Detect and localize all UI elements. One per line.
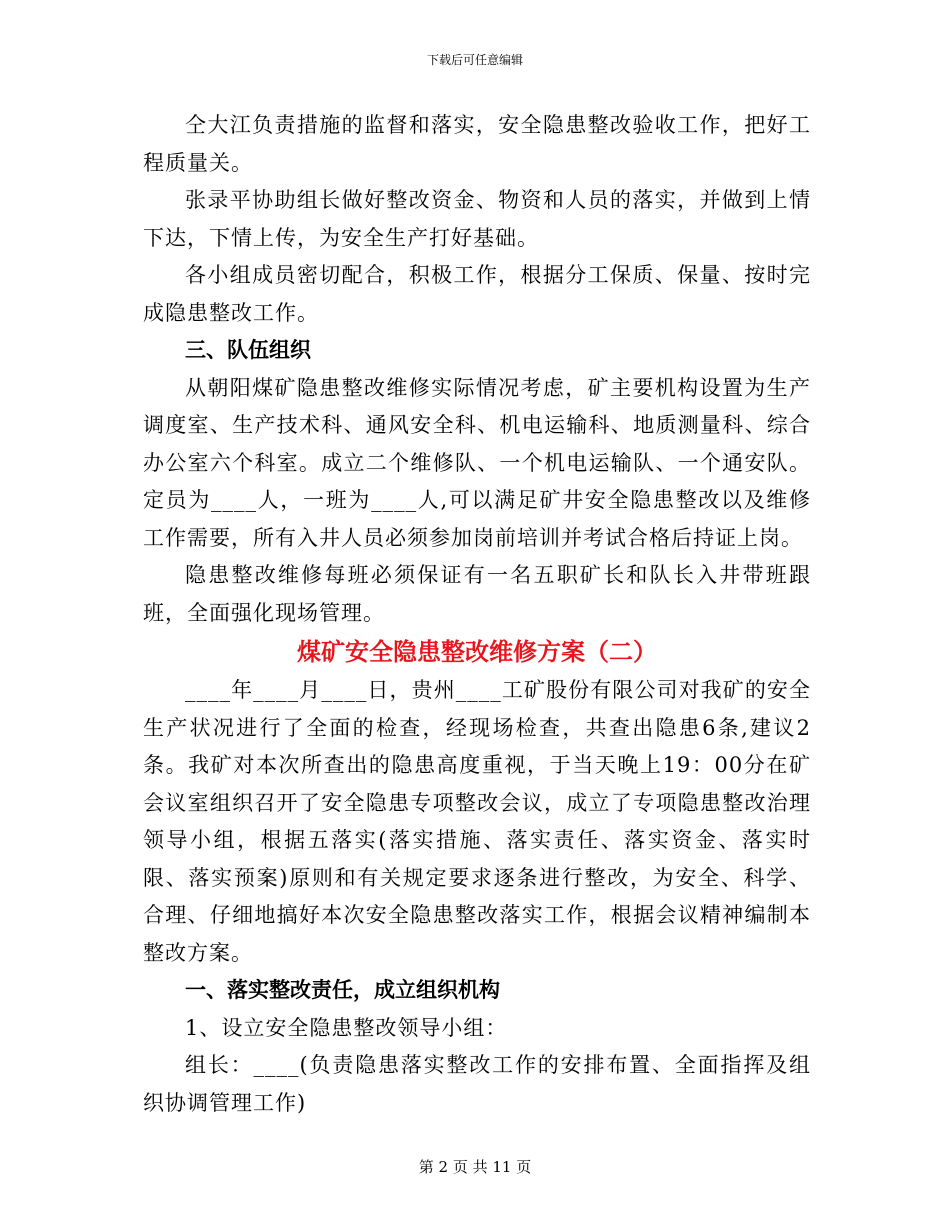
paragraph-supervision: 仝大江负责措施的监督和落实，安全隐患整改验收工作，把好工程质量关。: [143, 113, 811, 175]
paragraph-inspection-summary: ____年____月____日，贵州____工矿股份有限公司对我矿的安全生产状况进行了全面的检查，经现场检查，共查出隐患6条,建议2条。我矿对本次所查出的隐患高度重视，于当天晚上19：00分在矿会议室组织召开了安全隐患专项整改会议，成立了专项隐患整改治理领导小组，根据五落实(落实措施、落实责任、落实资金、落实时限、落实预案)原则和有关规定要求逐条进行整改，为安全、科学、合理、仔细地搞好本次安全隐患整改落实工作，根据会议精神编制本整改方案。: [143, 678, 811, 965]
paragraph-leading-group: 1、设立安全隐患整改领导小组：: [185, 1015, 508, 1040]
paragraph-organization-setup: 从朝阳煤矿隐患整改维修实际情况考虑，矿主要机构设置为生产调度室、生产技术科、通风安全科、机电运输科、地质测量科、综合办公室六个科室。成立二个维修队、一个机电运输队、一个通安队。定员为____人，一班为____人,可以满足矿井安全隐患整改以及维修工作需要，所有入井人员必须参加岗前培训并考试合格后持证上岗。: [143, 375, 811, 550]
paragraph-team-cooperation: 各小组成员密切配合，积极工作，根据分工保质、保量、按时完成隐患整改工作。: [143, 263, 811, 325]
section-heading-responsibility: 一、落实整改责任，成立组织机构: [185, 978, 500, 1002]
section-heading-team-organization: 三、队伍组织: [185, 338, 311, 362]
paragraph-group-leader: 组长：____(负责隐患落实整改工作的安排布置、全面指挥及组织协调管理工作): [143, 1053, 811, 1115]
document-body: [143, 107, 811, 1122]
paragraph-shift-leadership: 隐患整改维修每班必须保证有一名五职矿长和队长入井带班跟班，全面强化现场管理。: [143, 563, 811, 625]
page-footer: 第 2 页 共 11 页: [418, 1158, 532, 1176]
paragraph-assist-leader: 张录平协助组长做好整改资金、物资和人员的落实，并做到上情下达，下情上传，为安全生产打好基础。: [143, 188, 811, 250]
page-header: 下载后可任意编辑: [426, 53, 523, 67]
document-title: 煤矿安全隐患整改维修方案（二）: [297, 638, 657, 666]
